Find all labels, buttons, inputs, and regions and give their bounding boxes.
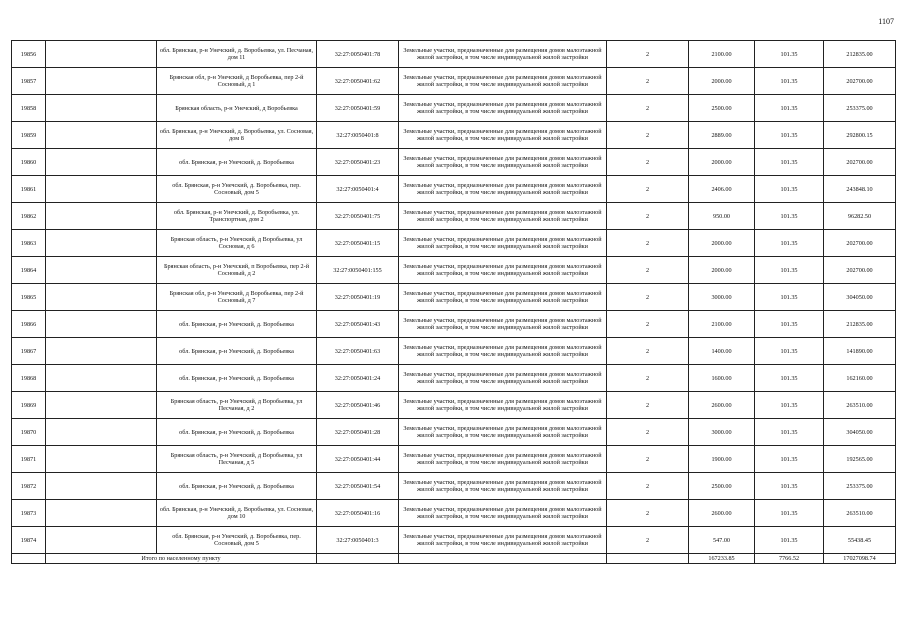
area-cell: 2100.00: [689, 41, 755, 68]
cadastral-number-cell: 32:27:0050401:75: [317, 203, 399, 230]
group-cell: 2: [607, 338, 689, 365]
row-number-cell: 19857: [12, 68, 46, 95]
land-purpose-cell: Земельные участки, предназначенные для размещения домов малоэтажной жилой застройки, в том числе индивидуальной жилой застройки: [399, 284, 607, 311]
table-row: [12, 203, 896, 230]
cadastral-value-cell: 263510.00: [824, 392, 896, 419]
row-number-cell: 19860: [12, 149, 46, 176]
area-cell: 3000.00: [689, 419, 755, 446]
table-row: [12, 527, 896, 554]
address-cell: Брянская обл, р-н Унечский, д Воробьевка, пер 2-й Сосновый, д 1: [157, 68, 317, 95]
row-number-cell: 19865: [12, 284, 46, 311]
blank-cell: [46, 527, 157, 554]
group-cell: 2: [607, 122, 689, 149]
total-rate-cell: 7766.52: [755, 554, 824, 564]
address-cell: обл. Брянская, р-н Унечский, д. Воробьевка: [157, 149, 317, 176]
land-purpose-cell: Земельные участки, предназначенные для размещения домов малоэтажной жилой застройки, в том числе индивидуальной жилой застройки: [399, 230, 607, 257]
group-cell: 2: [607, 392, 689, 419]
group-cell: 2: [607, 284, 689, 311]
row-number-cell: 19862: [12, 203, 46, 230]
cadastral-number-cell: 32:27:0050401:62: [317, 68, 399, 95]
address-cell: Брянская область, р-н Унечский, д Воробьевка, ул Сосновая, д 6: [157, 230, 317, 257]
group-cell: 2: [607, 230, 689, 257]
rate-cell: 101.35: [755, 122, 824, 149]
blank-cell: [46, 230, 157, 257]
cadastral-number-cell: 32:27:0050401:19: [317, 284, 399, 311]
land-purpose-cell: Земельные участки, предназначенные для размещения домов малоэтажной жилой застройки, в том числе индивидуальной жилой застройки: [399, 527, 607, 554]
blank-cell: [46, 446, 157, 473]
area-cell: 3000.00: [689, 284, 755, 311]
land-purpose-cell: Земельные участки, предназначенные для размещения домов малоэтажной жилой застройки, в том числе индивидуальной жилой застройки: [399, 41, 607, 68]
area-cell: 1900.00: [689, 446, 755, 473]
rate-cell: 101.35: [755, 230, 824, 257]
land-register-table: [11, 40, 896, 564]
land-purpose-cell: Земельные участки, предназначенные для размещения домов малоэтажной жилой застройки, в том числе индивидуальной жилой застройки: [399, 392, 607, 419]
group-cell: 2: [607, 257, 689, 284]
area-cell: 950.00: [689, 203, 755, 230]
area-cell: 2000.00: [689, 149, 755, 176]
total-label-cell: Итого по населенному пункту: [46, 554, 317, 564]
address-cell: обл. Брянская, р-н Унечский, д. Воробьевка, ул. Транспортная, дом 2: [157, 203, 317, 230]
land-purpose-cell: Земельные участки, предназначенные для размещения домов малоэтажной жилой застройки, в том числе индивидуальной жилой застройки: [399, 68, 607, 95]
row-number-cell: 19861: [12, 176, 46, 203]
group-cell: 2: [607, 41, 689, 68]
land-purpose-cell: Земельные участки, предназначенные для размещения домов малоэтажной жилой застройки, в том числе индивидуальной жилой застройки: [399, 365, 607, 392]
cadastral-number-cell: 32:27:0050401:63: [317, 338, 399, 365]
cadastral-value-cell: 202700.00: [824, 68, 896, 95]
blank-cell: [46, 473, 157, 500]
cadastral-value-cell: 55438.45: [824, 527, 896, 554]
area-cell: 2600.00: [689, 392, 755, 419]
blank-cell: [46, 284, 157, 311]
table-row: [12, 446, 896, 473]
total-value-cell: 17027098.74: [824, 554, 896, 564]
table-row: [12, 230, 896, 257]
land-purpose-cell: Земельные участки, предназначенные для размещения домов малоэтажной жилой застройки, в том числе индивидуальной жилой застройки: [399, 176, 607, 203]
area-cell: 2000.00: [689, 257, 755, 284]
area-cell: 2600.00: [689, 500, 755, 527]
group-cell: 2: [607, 365, 689, 392]
cadastral-value-cell: 292800.15: [824, 122, 896, 149]
blank-cell: [46, 41, 157, 68]
area-cell: 2500.00: [689, 95, 755, 122]
address-cell: обл. Брянская, р-н Унечский, д. Воробьевка, пер. Сосновый, дом 5: [157, 176, 317, 203]
rate-cell: 101.35: [755, 176, 824, 203]
table-row: [12, 257, 896, 284]
rate-cell: 101.35: [755, 500, 824, 527]
table-row: [12, 176, 896, 203]
blank-cell: [46, 500, 157, 527]
group-cell: 2: [607, 176, 689, 203]
area-cell: 2100.00: [689, 311, 755, 338]
blank-cell: [46, 122, 157, 149]
cadastral-value-cell: 192565.00: [824, 446, 896, 473]
area-cell: 1400.00: [689, 338, 755, 365]
cadastral-value-cell: 243848.10: [824, 176, 896, 203]
rate-cell: 101.35: [755, 365, 824, 392]
blank-cell: [46, 311, 157, 338]
cadastral-value-cell: 202700.00: [824, 149, 896, 176]
cadastral-number-cell: 32:27:0050401:78: [317, 41, 399, 68]
address-cell: Брянская область, р-н Унечский, п Воробьевка, пер 2-й Сосновый, д 2: [157, 257, 317, 284]
row-number-cell: 19870: [12, 419, 46, 446]
address-cell: Брянская область, р-н Унечский, д Воробьевка: [157, 95, 317, 122]
land-purpose-cell: Земельные участки, предназначенные для размещения домов малоэтажной жилой застройки, в том числе индивидуальной жилой застройки: [399, 500, 607, 527]
row-number-cell: 19864: [12, 257, 46, 284]
table-row: [12, 311, 896, 338]
blank-cell: [607, 554, 689, 564]
cadastral-value-cell: 253375.00: [824, 473, 896, 500]
group-cell: 2: [607, 419, 689, 446]
table-row: [12, 41, 896, 68]
blank-cell: [46, 419, 157, 446]
cadastral-value-cell: 304050.00: [824, 419, 896, 446]
rate-cell: 101.35: [755, 257, 824, 284]
row-number-cell: 19868: [12, 365, 46, 392]
area-cell: 2000.00: [689, 68, 755, 95]
table-row: [12, 149, 896, 176]
row-number-cell: 19866: [12, 311, 46, 338]
cadastral-number-cell: 32:27:0050401:54: [317, 473, 399, 500]
blank-cell: [46, 68, 157, 95]
total-area-cell: 167233.85: [689, 554, 755, 564]
land-purpose-cell: Земельные участки, предназначенные для размещения домов малоэтажной жилой застройки, в том числе индивидуальной жилой застройки: [399, 419, 607, 446]
cadastral-number-cell: 32:27:0050401:155: [317, 257, 399, 284]
page-number: 1107: [878, 17, 894, 26]
address-cell: обл. Брянская, р-н Унечский, д. Воробьевка: [157, 419, 317, 446]
cadastral-value-cell: 202700.00: [824, 257, 896, 284]
cadastral-number-cell: 32:27:0050401:8: [317, 122, 399, 149]
blank-cell: [46, 176, 157, 203]
rate-cell: 101.35: [755, 311, 824, 338]
blank-cell: [46, 95, 157, 122]
table-row: [12, 284, 896, 311]
group-cell: 2: [607, 527, 689, 554]
cadastral-value-cell: 96282.50: [824, 203, 896, 230]
area-cell: 2500.00: [689, 473, 755, 500]
rate-cell: 101.35: [755, 446, 824, 473]
table-row: [12, 338, 896, 365]
land-purpose-cell: Земельные участки, предназначенные для размещения домов малоэтажной жилой застройки, в том числе индивидуальной жилой застройки: [399, 311, 607, 338]
cadastral-value-cell: 263510.00: [824, 500, 896, 527]
rate-cell: 101.35: [755, 149, 824, 176]
address-cell: обл. Брянская, р-н Унечский, д. Воробьевка, ул. Сосновая, дом 8: [157, 122, 317, 149]
table-row: [12, 365, 896, 392]
row-number-cell: 19859: [12, 122, 46, 149]
address-cell: обл. Брянская, р-н Унечский, д. Воробьевка, пер. Сосновый, дом 5: [157, 527, 317, 554]
address-cell: Брянская область, р-н Унечский, д Воробьевка, ул Песчаная, д 2: [157, 392, 317, 419]
rate-cell: 101.35: [755, 392, 824, 419]
land-purpose-cell: Земельные участки, предназначенные для размещения домов малоэтажной жилой застройки, в том числе индивидуальной жилой застройки: [399, 446, 607, 473]
rate-cell: 101.35: [755, 473, 824, 500]
row-number-cell: 19873: [12, 500, 46, 527]
land-purpose-cell: Земельные участки, предназначенные для размещения домов малоэтажной жилой застройки, в том числе индивидуальной жилой застройки: [399, 338, 607, 365]
row-number-cell: 19863: [12, 230, 46, 257]
table-row: [12, 392, 896, 419]
group-cell: 2: [607, 500, 689, 527]
address-cell: Брянская область, р-н Унечский, д Воробьевка, ул Песчаная, д 5: [157, 446, 317, 473]
area-cell: 547.00: [689, 527, 755, 554]
table-row: [12, 122, 896, 149]
rate-cell: 101.35: [755, 338, 824, 365]
row-number-cell: 19867: [12, 338, 46, 365]
address-cell: обл. Брянская, р-н Унечский, д. Воробьевка: [157, 365, 317, 392]
blank-cell: [46, 203, 157, 230]
group-cell: 2: [607, 203, 689, 230]
row-number-cell: 19856: [12, 41, 46, 68]
land-purpose-cell: Земельные участки, предназначенные для размещения домов малоэтажной жилой застройки, в том числе индивидуальной жилой застройки: [399, 257, 607, 284]
cadastral-number-cell: 32:27:0050401:16: [317, 500, 399, 527]
address-cell: Брянская обл, р-н Унечский, д Воробьевка, пер 2-й Сосновый, д 7: [157, 284, 317, 311]
blank-cell: [399, 554, 607, 564]
address-cell: обл. Брянская, р-н Унечский, д. Воробьевка: [157, 473, 317, 500]
area-cell: 2406.00: [689, 176, 755, 203]
land-purpose-cell: Земельные участки, предназначенные для размещения домов малоэтажной жилой застройки, в том числе индивидуальной жилой застройки: [399, 122, 607, 149]
cadastral-number-cell: 32:27:0050401:4: [317, 176, 399, 203]
group-cell: 2: [607, 95, 689, 122]
address-cell: обл. Брянская, р-н Унечский, д. Воробьевка: [157, 338, 317, 365]
land-purpose-cell: Земельные участки, предназначенные для размещения домов малоэтажной жилой застройки, в том числе индивидуальной жилой застройки: [399, 149, 607, 176]
land-purpose-cell: Земельные участки, предназначенные для размещения домов малоэтажной жилой застройки, в том числе индивидуальной жилой застройки: [399, 95, 607, 122]
group-cell: 2: [607, 149, 689, 176]
cadastral-value-cell: 162160.00: [824, 365, 896, 392]
group-cell: 2: [607, 311, 689, 338]
cadastral-number-cell: 32:27:0050401:24: [317, 365, 399, 392]
area-cell: 1600.00: [689, 365, 755, 392]
address-cell: обл. Брянская, р-н Унечский, д. Воробьевка: [157, 311, 317, 338]
area-cell: 2889.00: [689, 122, 755, 149]
blank-cell: [46, 149, 157, 176]
cadastral-number-cell: 32:27:0050401:44: [317, 446, 399, 473]
row-number-cell: 19872: [12, 473, 46, 500]
address-cell: обл. Брянская, р-н Унечский, д. Воробьевка, ул. Сосновая, дом 10: [157, 500, 317, 527]
rate-cell: 101.35: [755, 284, 824, 311]
table-row: [12, 500, 896, 527]
rate-cell: 101.35: [755, 419, 824, 446]
register-body: [12, 41, 896, 564]
row-number-cell: 19874: [12, 527, 46, 554]
cadastral-value-cell: 304050.00: [824, 284, 896, 311]
blank-cell: [317, 554, 399, 564]
rate-cell: 101.35: [755, 68, 824, 95]
row-number-cell: 19869: [12, 392, 46, 419]
total-row: [12, 554, 896, 564]
row-number-cell: 19858: [12, 95, 46, 122]
address-cell: обл. Брянская, р-н Унечский, д. Воробьевка, ул. Песчаная, дом 11: [157, 41, 317, 68]
table-row: [12, 419, 896, 446]
rate-cell: 101.35: [755, 95, 824, 122]
table-row: [12, 95, 896, 122]
cadastral-value-cell: 141890.00: [824, 338, 896, 365]
table-row: [12, 473, 896, 500]
cadastral-value-cell: 253375.00: [824, 95, 896, 122]
cadastral-number-cell: 32:27:0050401:59: [317, 95, 399, 122]
land-purpose-cell: Земельные участки, предназначенные для размещения домов малоэтажной жилой застройки, в том числе индивидуальной жилой застройки: [399, 473, 607, 500]
land-purpose-cell: Земельные участки, предназначенные для размещения домов малоэтажной жилой застройки, в том числе индивидуальной жилой застройки: [399, 203, 607, 230]
rate-cell: 101.35: [755, 527, 824, 554]
blank-cell: [46, 338, 157, 365]
cadastral-number-cell: 32:27:0050401:46: [317, 392, 399, 419]
blank-cell: [12, 554, 46, 564]
blank-cell: [46, 257, 157, 284]
area-cell: 2000.00: [689, 230, 755, 257]
cadastral-value-cell: 202700.00: [824, 230, 896, 257]
cadastral-number-cell: 32:27:0050401:43: [317, 311, 399, 338]
group-cell: 2: [607, 446, 689, 473]
cadastral-number-cell: 32:27:0050401:15: [317, 230, 399, 257]
cadastral-number-cell: 32:27:0050401:3: [317, 527, 399, 554]
group-cell: 2: [607, 68, 689, 95]
table-row: [12, 68, 896, 95]
rate-cell: 101.35: [755, 41, 824, 68]
row-number-cell: 19871: [12, 446, 46, 473]
cadastral-number-cell: 32:27:0050401:28: [317, 419, 399, 446]
rate-cell: 101.35: [755, 203, 824, 230]
blank-cell: [46, 365, 157, 392]
cadastral-value-cell: 212835.00: [824, 311, 896, 338]
group-cell: 2: [607, 473, 689, 500]
cadastral-number-cell: 32:27:0050401:23: [317, 149, 399, 176]
blank-cell: [46, 392, 157, 419]
cadastral-value-cell: 212835.00: [824, 41, 896, 68]
